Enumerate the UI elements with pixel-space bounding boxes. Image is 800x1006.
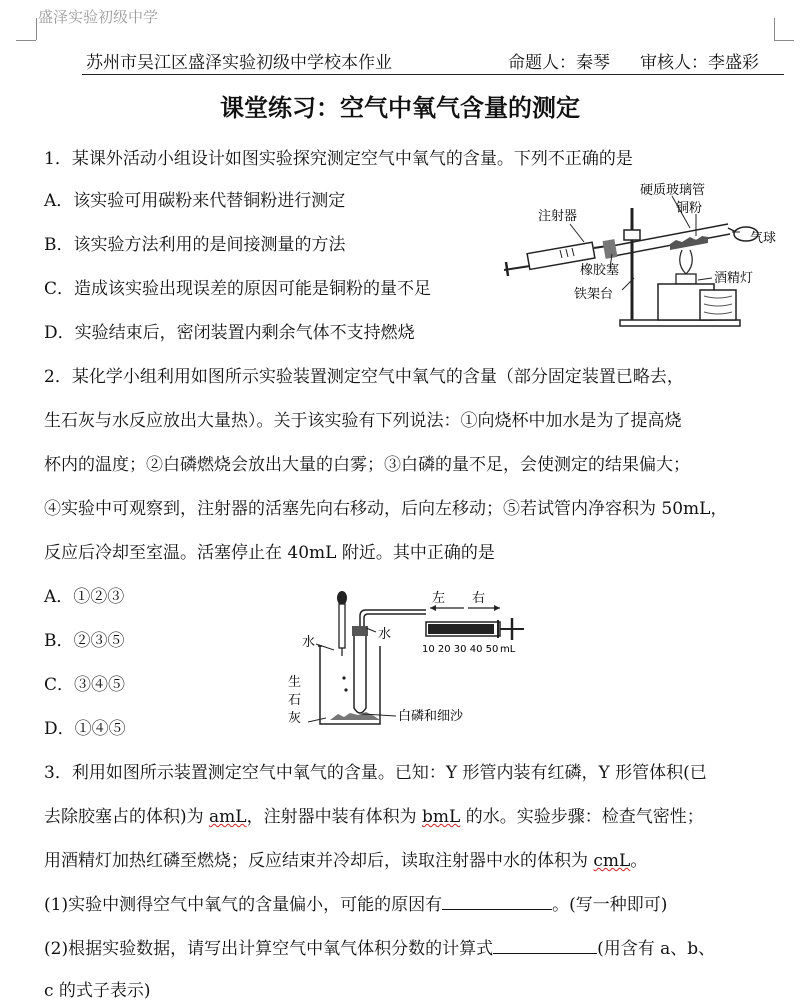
q3-line-3-c: 。 bbox=[630, 851, 648, 871]
var-a: amL bbox=[209, 807, 247, 827]
label-water-beaker: 水 bbox=[302, 635, 316, 650]
wood-block bbox=[700, 290, 736, 320]
q2-line-2: 生石灰与水反应放出大量热）。关于该实验有下列说法：①向烧杯中加水是为了提高烧 bbox=[44, 411, 682, 431]
answer-blank-1[interactable] bbox=[442, 893, 552, 910]
q2-line-1: 2．某化学小组利用如图所示实验装置测定空气中氧气的含量（部分固定装置已略去， bbox=[44, 367, 684, 387]
test-tube bbox=[342, 626, 368, 713]
answer-blank-2[interactable] bbox=[493, 937, 597, 954]
copper-powder bbox=[670, 236, 708, 250]
q3-line-2-e: 的水。实验步骤：检查气密性； bbox=[460, 807, 704, 827]
syringe-2 bbox=[426, 618, 524, 640]
q3-sub-2-b: (用含有 a、b、 bbox=[597, 939, 716, 959]
label-copper: 铜粉 bbox=[676, 201, 703, 216]
q2-option-d: D．①④⑤ bbox=[44, 719, 126, 739]
label-syringe: 注射器 bbox=[538, 209, 578, 224]
q1-stem: 1．某课外活动小组设计如图实验探究测定空气中氧气的含量。下列不正确的是 bbox=[44, 149, 633, 169]
header-divider bbox=[82, 74, 784, 75]
q2-apparatus-figure bbox=[286, 586, 546, 736]
q3-line-3 bbox=[44, 846, 647, 871]
beaker bbox=[318, 646, 380, 724]
q2-line-4: ④实验中可观察到，注射器的活塞先向右移动，后向左移动；⑤若试管内净容积为 50mL， bbox=[44, 499, 728, 519]
label-stand: 铁架台 bbox=[574, 287, 614, 302]
q3-line-1: 3．利用如图所示装置测定空气中氧气的含量。已知：Y 形管内装有红磷，Y 形管体积(已 bbox=[44, 763, 707, 783]
label-water-tube: 水 bbox=[378, 627, 392, 642]
q2-line-3: 杯内的温度；②白磷燃烧会放出大量的白雾；③白磷的量不足，会使测定的结果偏大； bbox=[44, 455, 690, 475]
label-lime-2: 石 bbox=[288, 693, 302, 708]
rubber-stopper bbox=[603, 239, 618, 259]
dropper bbox=[337, 591, 347, 656]
label-lime-3: 灰 bbox=[288, 711, 302, 726]
watermark: 盛泽实验初级中学 bbox=[38, 8, 159, 26]
syringe-unit: mL bbox=[500, 644, 516, 655]
stand-base bbox=[620, 320, 740, 326]
q3-sub-1-b: 。(写一种即可) bbox=[552, 895, 668, 915]
label-balloon: 气球 bbox=[750, 231, 777, 246]
q3-line-2 bbox=[44, 802, 704, 827]
var-b: bmL bbox=[422, 807, 461, 827]
crop-mark-top-left bbox=[16, 40, 36, 41]
phosphorus-sand bbox=[330, 712, 380, 720]
label-left: 左 bbox=[432, 591, 446, 606]
q3-sub-1-a: (1)实验中测得空气中氧气的含量偏小，可能的原因有 bbox=[44, 895, 443, 915]
q2-option-b: B．②③⑤ bbox=[44, 631, 125, 651]
q3-sub-2-a: (2)根据实验数据，请写出计算空气中氧气体积分数的计算式 bbox=[44, 939, 494, 959]
label-stopper: 橡胶塞 bbox=[580, 263, 620, 278]
label-glass-tube: 硬质玻璃管 bbox=[640, 183, 706, 198]
q3-line-3-a: 用酒精灯加热红磷至燃烧；反应结束并冷却后，读取注射器中水的体积为 bbox=[44, 851, 594, 871]
crop-mark-top-right bbox=[774, 40, 794, 41]
q3-sub-1 bbox=[44, 890, 667, 915]
page-title: 课堂练习：空气中氧气含量的测定 bbox=[220, 94, 580, 122]
q1-apparatus-figure bbox=[500, 178, 790, 338]
connecting-tube bbox=[360, 610, 426, 626]
label-phosphorus: 白磷和细沙 bbox=[398, 709, 464, 724]
q1-option-b: B．该实验方法利用的是间接测量的方法 bbox=[44, 235, 346, 255]
label-right: 右 bbox=[472, 591, 486, 606]
label-lamp: 酒精灯 bbox=[714, 271, 754, 286]
q3-sub-2 bbox=[44, 934, 715, 959]
q2-option-c: C．③④⑤ bbox=[44, 675, 126, 695]
q1-option-a: A．该实验可用碳粉来代替铜粉进行测定 bbox=[44, 191, 346, 211]
q3-sub-2-cont: c 的式子表示) bbox=[44, 981, 151, 1001]
var-c: cmL bbox=[593, 851, 631, 871]
q1-option-d: D．实验结束后，密闭装置内剩余气体不支持燃烧 bbox=[44, 323, 415, 343]
q2-line-5: 反应后冷却至室温。活塞停止在 40mL 附近。其中正确的是 bbox=[44, 543, 495, 563]
crop-mark-top-right-v bbox=[774, 18, 775, 40]
clamp bbox=[624, 230, 640, 240]
label-lime-1: 生 bbox=[288, 675, 302, 690]
q3-line-2-c: ，注射器中装有体积为 bbox=[246, 807, 422, 827]
q1-option-c: C．造成该实验出现误差的原因可能是铜粉的量不足 bbox=[44, 279, 432, 299]
header-school: 苏州市吴江区盛泽实验初级中学校本作业 bbox=[86, 53, 392, 73]
header-author: 命题人：秦琴 bbox=[508, 53, 610, 73]
crop-mark-top-left-v bbox=[36, 18, 37, 40]
syringe-scale: 10 20 30 40 50 bbox=[422, 644, 499, 655]
q2-option-a: A．①②③ bbox=[44, 587, 125, 607]
q3-line-2-a: 去除胶塞占的体积)为 bbox=[44, 807, 210, 827]
header-reviewer: 审核人：李盛彩 bbox=[640, 53, 759, 73]
